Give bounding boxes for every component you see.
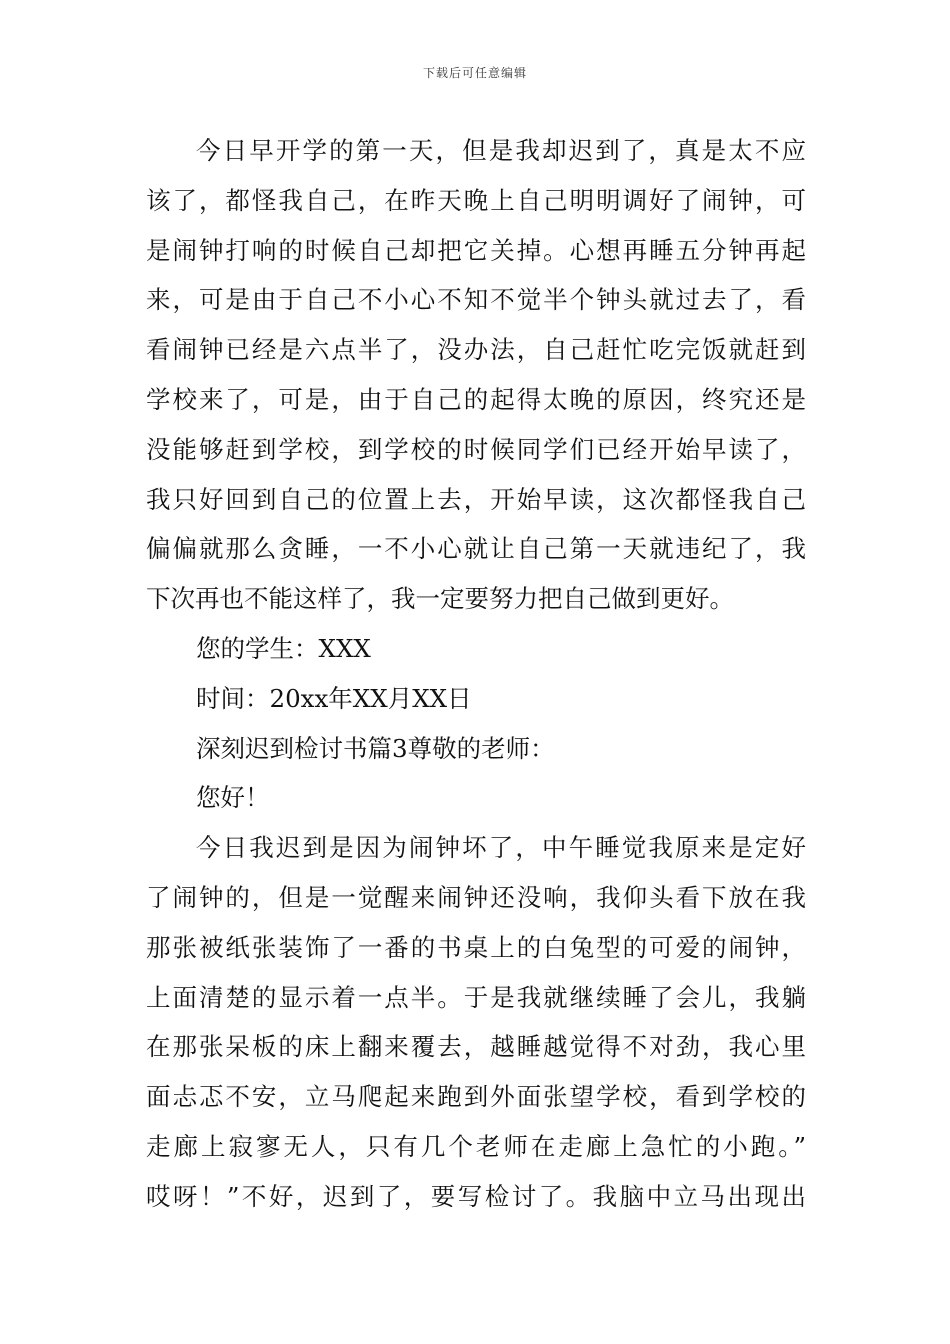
text-line: 时间：20xx年XX月XX日 [196, 683, 472, 713]
text-line: 来，可是由于自己不小心不知不觉半个钟头就过去了，看 [146, 285, 806, 315]
text-line: 了闹钟的，但是一觉醒来闹钟还没响，我仰头看下放在我 [146, 882, 806, 912]
text-line: 那张被纸张装饰了一番的书桌上的白兔型的可爱的闹钟， [146, 932, 806, 962]
document-body [146, 126, 806, 1222]
text-line: 没能够赶到学校，到学校的时候同学们已经开始早读了， [146, 434, 806, 464]
text-line: 哎呀！”不好，迟到了，要写检讨了。我脑中立马出现出 [146, 1181, 806, 1211]
text-line: 您好！ [196, 783, 270, 813]
text-line: 在那张呆板的床上翻来覆去，越睡越觉得不对劲，我心里 [146, 1032, 806, 1062]
text-line: 该了，都怪我自己，在昨天晚上自己明明调好了闹钟，可 [146, 185, 806, 215]
text-line: 偏偏就那么贪睡，一不小心就让自己第一天就违纪了，我 [146, 534, 806, 564]
text-line: 您的学生：XXX [196, 633, 371, 663]
text-line: 今日我迟到是因为闹钟坏了，中午睡觉我原来是定好 [196, 833, 806, 863]
text-line: 是闹钟打响的时候自己却把它关掉。心想再睡五分钟再起 [146, 235, 806, 265]
text-line: 下次再也不能这样了，我一定要努力把自己做到更好。 [146, 584, 734, 614]
text-line: 走廊上寂寥无人，只有几个老师在走廊上急忙的小跑。” [146, 1131, 806, 1161]
text-line: 深刻迟到检讨书篇3尊敬的老师： [196, 733, 555, 763]
page-header: 下载后可任意编辑 [422, 66, 527, 80]
text-line: 面忐忑不安，立马爬起来跑到外面张望学校，看到学校的 [146, 1082, 806, 1112]
text-line: 今日早开学的第一天，但是我却迟到了，真是太不应 [196, 136, 806, 165]
text-line: 看闹钟已经是六点半了，没办法，自己赶忙吃完饭就赶到 [146, 335, 806, 365]
text-line: 我只好回到自己的位置上去，开始早读，这次都怪我自己 [146, 484, 806, 514]
text-line: 学校来了，可是，由于自己的起得太晚的原因，终究还是 [146, 384, 806, 414]
text-line: 上面清楚的显示着一点半。于是我就继续睡了会儿，我躺 [146, 982, 806, 1012]
